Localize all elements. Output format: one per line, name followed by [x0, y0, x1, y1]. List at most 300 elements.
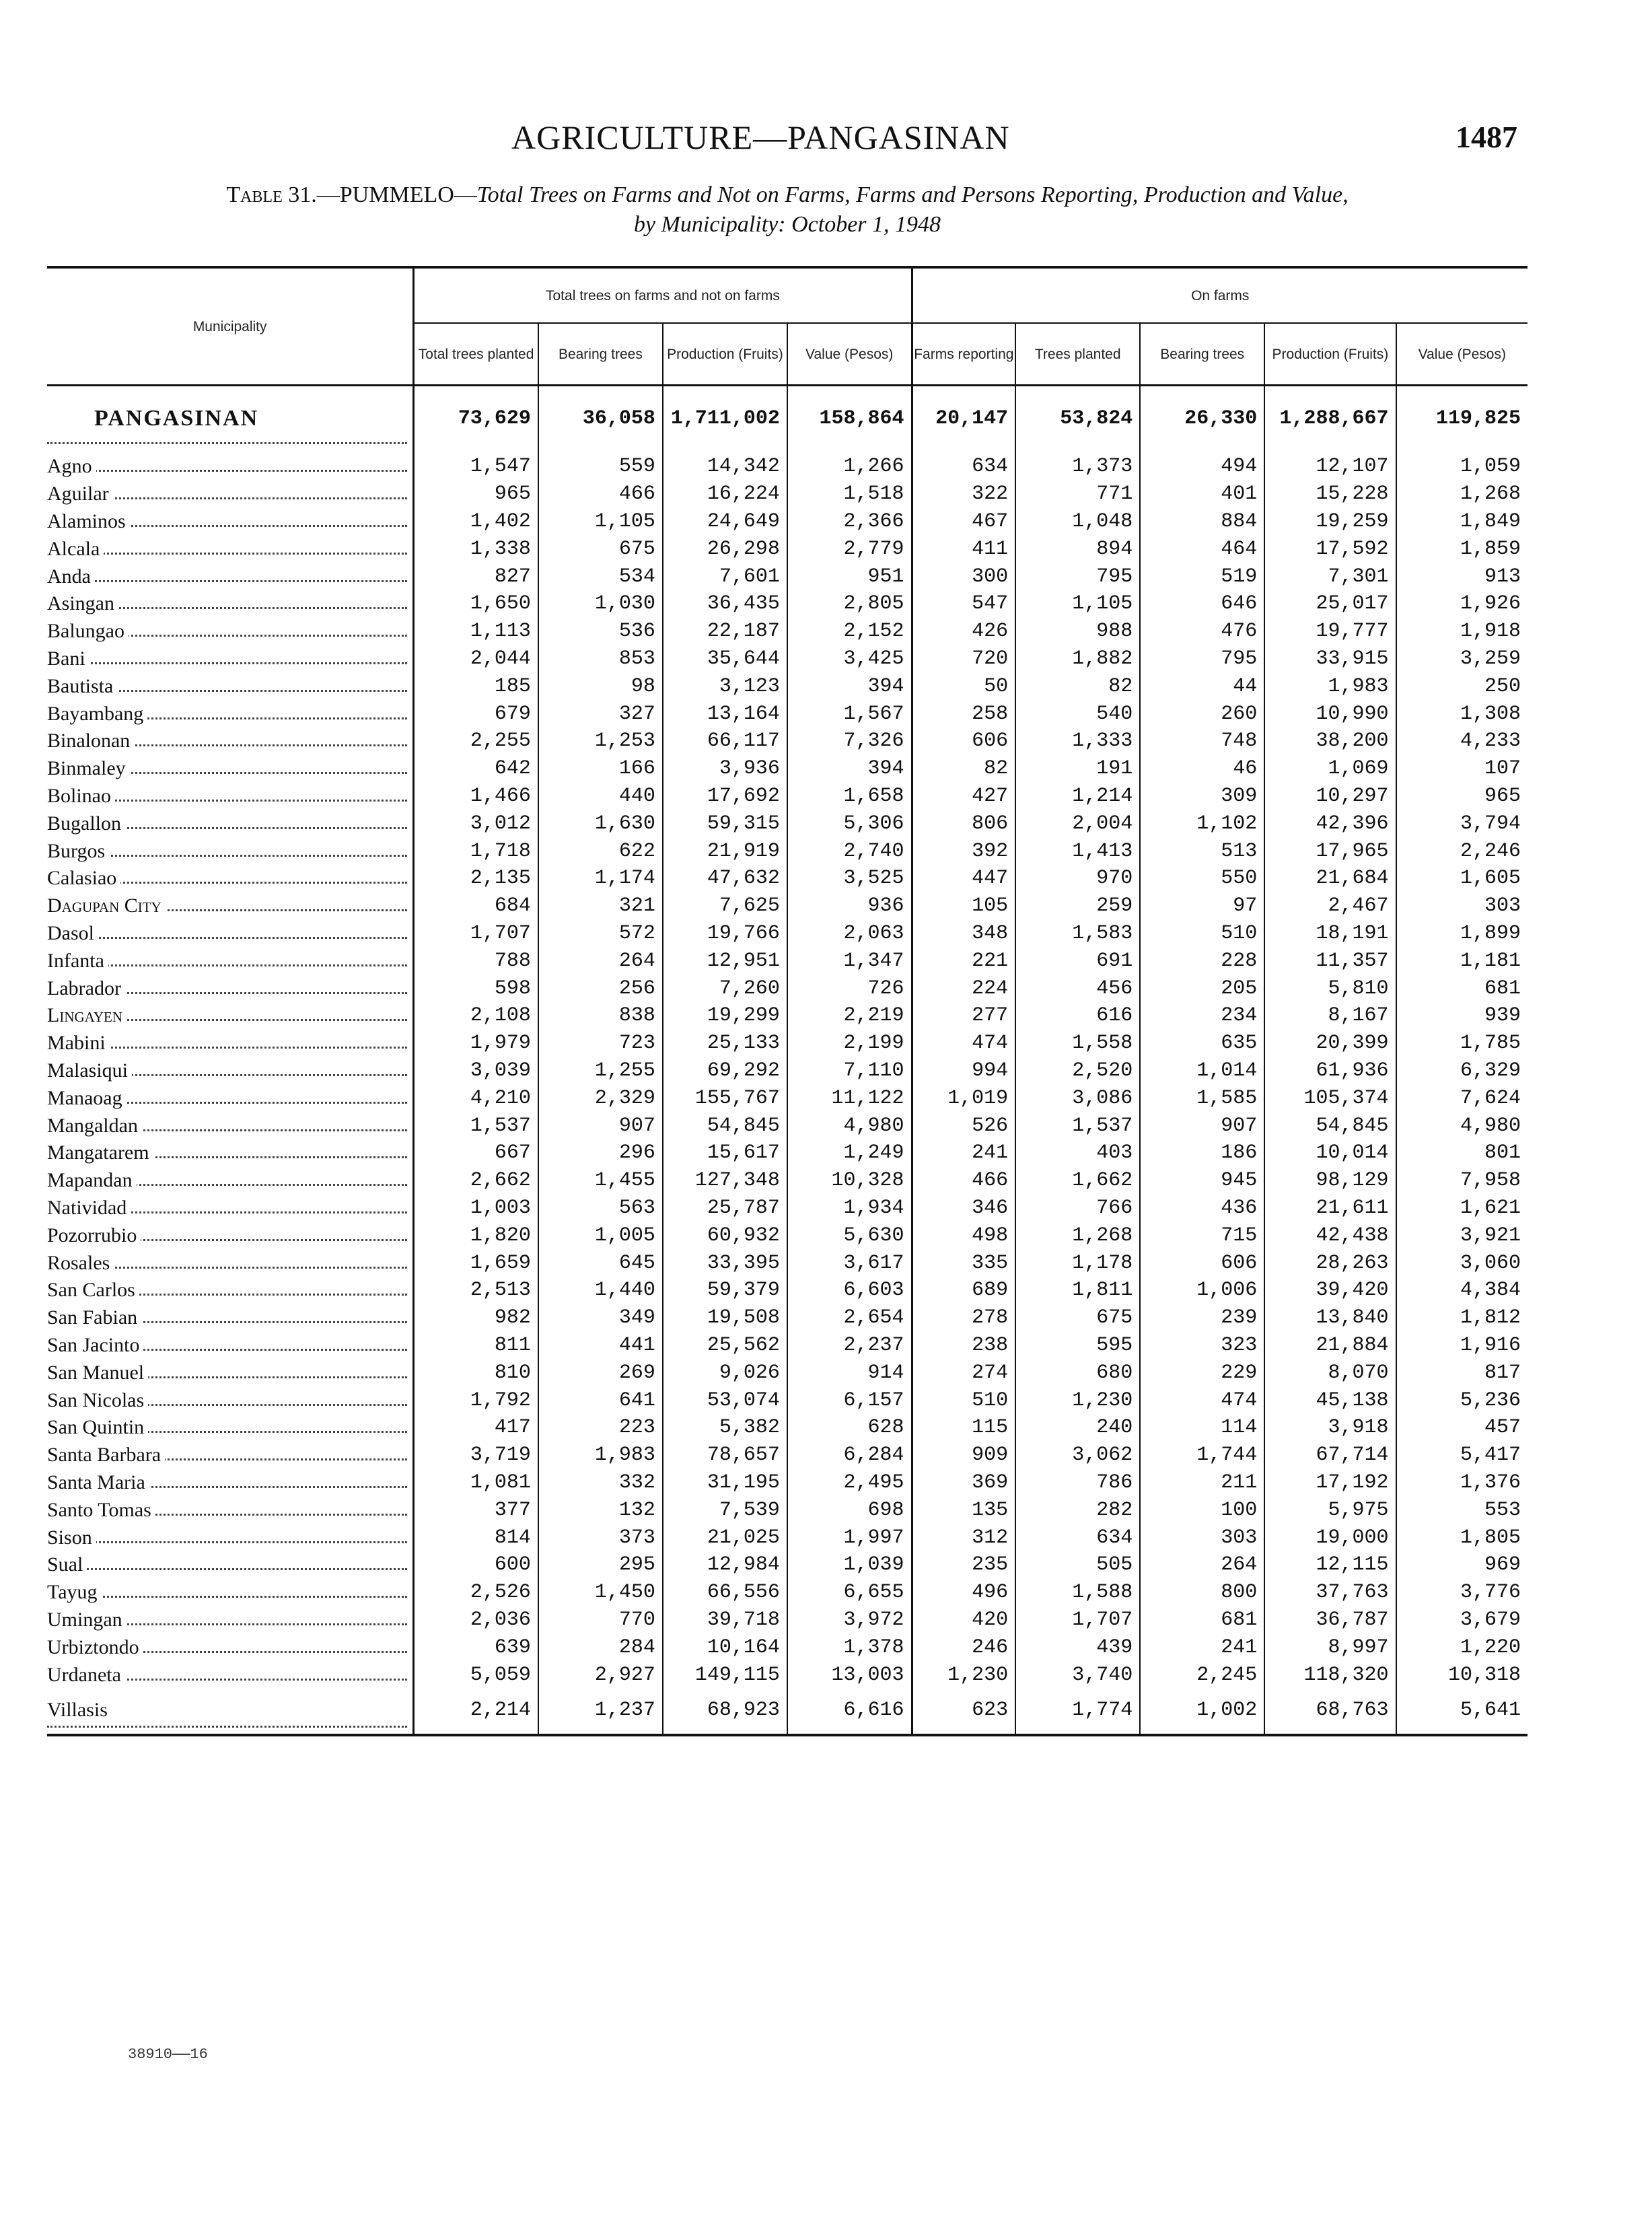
value-cell: 15,228	[1264, 478, 1396, 505]
value-cell: 914	[787, 1357, 912, 1384]
value-cell: 10,990	[1264, 698, 1396, 726]
value-cell: 766	[1015, 1192, 1140, 1220]
value-cell: 681	[1484, 977, 1521, 1000]
value-cell: 540	[1015, 698, 1140, 726]
municipality-cell	[47, 615, 414, 643]
value-cell: 1,181	[1460, 950, 1521, 973]
table-row	[47, 1275, 1528, 1302]
value-cell: 698	[787, 1494, 912, 1522]
value-cell: 21,919	[663, 835, 787, 863]
value-cell: 1,069	[1264, 752, 1396, 780]
value-cell: 1,811	[1015, 1275, 1140, 1302]
value-cell: 795	[1140, 643, 1264, 670]
value-cell: 447	[912, 863, 1015, 890]
municipality-cell	[47, 1357, 414, 1384]
value-cell: 240	[1015, 1412, 1140, 1439]
header-value-pesos-farms: Value (Pesos)	[1396, 323, 1528, 386]
value-cell: 60,932	[663, 1220, 787, 1247]
caption-label: Table 31.	[226, 182, 317, 207]
value-cell: 309	[1140, 780, 1264, 808]
value-cell: 1,333	[1015, 726, 1140, 752]
caption-title: Total Trees on Farms and Not on Farms, Farms and Persons Reporting, Production and Value,	[476, 182, 1349, 207]
value-cell: 1,338	[414, 533, 538, 561]
value-cell: 498	[912, 1220, 1015, 1247]
table-row	[47, 1439, 1528, 1467]
value-cell: 1,558	[1015, 1027, 1140, 1055]
value-cell: 15,617	[663, 1137, 787, 1164]
municipality-cell	[47, 1247, 414, 1275]
value-cell: 205	[1140, 973, 1264, 1000]
value-cell: 1,662	[1015, 1164, 1140, 1192]
header-group-on-farms: On farms	[912, 267, 1528, 323]
municipality-name: Sison	[47, 1526, 96, 1549]
table-row	[47, 1137, 1528, 1164]
municipality-name: Santo Tomas	[47, 1499, 155, 1521]
value-cell: 3,086	[1015, 1082, 1140, 1110]
value-cell: 10,318	[1447, 1664, 1521, 1687]
municipality-name: San Carlos	[47, 1279, 139, 1301]
value-cell: 1,785	[1460, 1032, 1521, 1055]
value-cell: 3,060	[1460, 1252, 1521, 1275]
value-cell: 1,711,002	[663, 386, 787, 451]
value-cell: 46	[1140, 752, 1264, 780]
value-cell: 1,048	[1015, 505, 1140, 533]
value-cell: 965	[414, 478, 538, 505]
header-bearing-trees-farms: Bearing trees	[1140, 323, 1264, 386]
value-cell: 8,997	[1264, 1631, 1396, 1659]
municipality-name: Burgos	[47, 840, 109, 862]
table-body	[47, 386, 1528, 1736]
value-cell: 1,983	[538, 1439, 663, 1467]
value-cell: 2,004	[1015, 808, 1140, 835]
value-cell: 394	[787, 670, 912, 698]
value-cell: 907	[538, 1110, 663, 1137]
table-row	[47, 1384, 1528, 1412]
value-cell: 19,508	[663, 1302, 787, 1329]
value-cell: 97	[1140, 890, 1264, 917]
municipality-cell	[47, 1302, 414, 1329]
value-cell: 115	[912, 1412, 1015, 1439]
value-cell: 36,435	[663, 588, 787, 615]
municipality-name: Lingayen	[47, 1004, 127, 1026]
value-cell: 456	[1015, 973, 1140, 1000]
value-cell: 1,630	[538, 808, 663, 835]
municipality-cell	[47, 1027, 414, 1055]
value-cell: 667	[414, 1137, 538, 1164]
value-cell: 235	[912, 1549, 1015, 1576]
municipality-name: Bugallon	[47, 812, 125, 835]
header-bearing-trees: Bearing trees	[538, 323, 663, 386]
value-cell: 323	[1140, 1329, 1264, 1357]
value-cell: 801	[1484, 1141, 1521, 1164]
municipality-cell	[47, 1467, 414, 1494]
value-cell: 191	[1015, 752, 1140, 780]
value-cell: 1,220	[1460, 1636, 1521, 1659]
value-cell: 50	[912, 670, 1015, 698]
value-cell: 403	[1015, 1137, 1140, 1164]
value-cell: 3,936	[663, 752, 787, 780]
value-cell: 1,006	[1140, 1275, 1264, 1302]
value-cell: 675	[1015, 1302, 1140, 1329]
value-cell: 1,820	[414, 1220, 538, 1247]
value-cell: 1,918	[1460, 620, 1521, 643]
value-cell: 21,684	[1264, 863, 1396, 890]
value-cell: 5,059	[414, 1659, 538, 1687]
value-cell: 1,934	[787, 1192, 912, 1220]
municipality-name: Mangatarem	[47, 1141, 153, 1164]
municipality-name: Villasis	[47, 1699, 112, 1721]
value-cell: 8,167	[1264, 1000, 1396, 1027]
table-row	[47, 1631, 1528, 1659]
value-cell: 47,632	[663, 863, 787, 890]
value-cell: 642	[414, 752, 538, 780]
table-row	[47, 505, 1528, 533]
municipality-cell	[47, 1164, 414, 1192]
value-cell: 258	[912, 698, 1015, 726]
value-cell: 5,975	[1264, 1494, 1396, 1522]
value-cell: 786	[1015, 1467, 1140, 1494]
value-cell: 20,399	[1264, 1027, 1396, 1055]
value-cell: 1,005	[538, 1220, 663, 1247]
value-cell: 1,588	[1015, 1576, 1140, 1604]
value-cell: 69,292	[663, 1055, 787, 1082]
value-cell: 2,513	[414, 1275, 538, 1302]
header-total-trees-planted: Total trees planted	[414, 323, 538, 386]
value-cell: 427	[912, 780, 1015, 808]
table-row	[47, 945, 1528, 973]
value-cell: 909	[912, 1439, 1015, 1467]
value-cell: 234	[1140, 1000, 1264, 1027]
table-row	[47, 1192, 1528, 1220]
table-row	[47, 1220, 1528, 1247]
value-cell: 12,107	[1264, 450, 1396, 478]
value-cell: 606	[1140, 1247, 1264, 1275]
municipality-cell	[47, 726, 414, 752]
value-cell: 1,926	[1460, 592, 1521, 615]
value-cell: 105,374	[1264, 1082, 1396, 1110]
value-cell: 25,787	[663, 1192, 787, 1220]
value-cell: 33,395	[663, 1247, 787, 1275]
value-cell: 939	[1484, 1004, 1521, 1027]
value-cell: 563	[538, 1192, 663, 1220]
value-cell: 510	[912, 1384, 1015, 1412]
value-cell: 19,299	[663, 1000, 787, 1027]
value-cell: 3,525	[787, 863, 912, 890]
value-cell: 3,740	[1015, 1659, 1140, 1687]
value-cell: 1,174	[538, 863, 663, 890]
municipality-name: Pozorrubio	[47, 1224, 141, 1246]
value-cell: 680	[1015, 1357, 1140, 1384]
value-cell: 277	[912, 1000, 1015, 1027]
table-row	[47, 1494, 1528, 1522]
value-cell: 284	[538, 1631, 663, 1659]
value-cell: 420	[912, 1604, 1015, 1631]
value-cell: 8,070	[1264, 1357, 1396, 1384]
value-cell: 238	[912, 1329, 1015, 1357]
value-cell: 5,236	[1460, 1389, 1521, 1412]
value-cell: 224	[912, 973, 1015, 1000]
value-cell: 17,192	[1264, 1467, 1396, 1494]
value-cell: 466	[538, 478, 663, 505]
value-cell: 394	[787, 752, 912, 780]
value-cell: 132	[538, 1494, 663, 1522]
value-cell: 73,629	[414, 386, 538, 451]
value-cell: 1,102	[1140, 808, 1264, 835]
value-cell: 296	[538, 1137, 663, 1164]
value-cell: 439	[1015, 1631, 1140, 1659]
value-cell: 2,036	[414, 1604, 538, 1631]
municipality-name: Asingan	[47, 592, 118, 614]
municipality-cell	[47, 1082, 414, 1110]
value-cell: 3,679	[1460, 1609, 1521, 1631]
municipality-name: Santa Barbara	[47, 1444, 165, 1466]
value-cell: 28,263	[1264, 1247, 1396, 1275]
municipality-name: Sual	[47, 1553, 87, 1576]
value-cell: 335	[912, 1247, 1015, 1275]
header-farms-reporting: Farms reporting	[912, 323, 1015, 386]
value-cell: 800	[1140, 1576, 1264, 1604]
value-cell: 4,384	[1460, 1279, 1521, 1302]
value-cell: 645	[538, 1247, 663, 1275]
value-cell: 1,707	[414, 917, 538, 945]
value-cell: 369	[912, 1467, 1015, 1494]
value-cell: 1,373	[1015, 450, 1140, 478]
value-cell: 1,105	[1015, 588, 1140, 615]
value-cell: 68,763	[1264, 1687, 1396, 1735]
value-cell: 3,776	[1460, 1581, 1521, 1604]
value-cell: 951	[787, 561, 912, 588]
value-cell: 346	[912, 1192, 1015, 1220]
value-cell: 519	[1140, 561, 1264, 588]
value-cell: 282	[1015, 1494, 1140, 1522]
value-cell: 127,348	[663, 1164, 787, 1192]
municipality-cell	[47, 917, 414, 945]
value-cell: 68,923	[663, 1687, 787, 1735]
value-cell: 229	[1140, 1357, 1264, 1384]
value-cell: 241	[1140, 1631, 1264, 1659]
value-cell: 3,259	[1460, 647, 1521, 670]
value-cell: 681	[1140, 1604, 1264, 1631]
header-value-pesos: Value (Pesos)	[787, 323, 912, 386]
value-cell: 259	[1015, 890, 1140, 917]
header-production-fruits: Production (Fruits)	[663, 323, 787, 386]
table-row	[47, 1576, 1528, 1604]
table-row	[47, 1302, 1528, 1329]
municipality-cell	[47, 588, 414, 615]
value-cell: 623	[912, 1687, 1015, 1735]
value-cell: 1,347	[787, 945, 912, 973]
value-cell: 107	[1484, 757, 1521, 780]
value-cell: 494	[1140, 450, 1264, 478]
value-cell: 771	[1015, 478, 1140, 505]
value-cell: 274	[912, 1357, 1015, 1384]
value-cell: 98	[538, 670, 663, 698]
value-cell: 223	[538, 1412, 663, 1439]
value-cell: 19,000	[1264, 1522, 1396, 1549]
value-cell: 13,164	[663, 698, 787, 726]
value-cell: 726	[787, 973, 912, 1000]
municipality-cell	[47, 835, 414, 863]
municipality-name: Urbiztondo	[47, 1636, 143, 1658]
municipality-name: Tayug	[47, 1581, 102, 1603]
value-cell: 264	[1140, 1549, 1264, 1576]
municipality-cell	[47, 1000, 414, 1027]
value-cell: 2,662	[414, 1164, 538, 1192]
table-row	[47, 478, 1528, 505]
value-cell: 295	[538, 1549, 663, 1576]
table-row	[47, 752, 1528, 780]
table-row	[47, 588, 1528, 615]
value-cell: 795	[1015, 561, 1140, 588]
value-cell: 5,641	[1396, 1687, 1528, 1735]
value-cell: 684	[414, 890, 538, 917]
value-cell: 278	[912, 1302, 1015, 1329]
municipality-name: Labrador	[47, 977, 125, 999]
value-cell: 1,983	[1264, 670, 1396, 698]
value-cell: 1,849	[1460, 510, 1521, 533]
value-cell: 988	[1015, 615, 1140, 643]
value-cell: 2,366	[787, 505, 912, 533]
value-cell: 39,718	[663, 1604, 787, 1631]
value-cell: 119,825	[1435, 407, 1521, 430]
municipality-cell	[47, 698, 414, 726]
caption-title-line2: by Municipality: October 1, 1948	[633, 212, 941, 237]
value-cell: 2,214	[414, 1687, 538, 1735]
value-cell: 12,984	[663, 1549, 787, 1576]
value-cell: 11,357	[1264, 945, 1396, 973]
value-cell: 25,562	[663, 1329, 787, 1357]
value-cell: 10,297	[1264, 780, 1396, 808]
value-cell: 7,326	[787, 726, 912, 752]
value-cell: 510	[1140, 917, 1264, 945]
value-cell: 1,288,667	[1264, 386, 1396, 451]
value-cell: 392	[912, 835, 1015, 863]
value-cell: 4,980	[1460, 1115, 1521, 1137]
value-cell: 622	[538, 835, 663, 863]
value-cell: 54,845	[663, 1110, 787, 1137]
table-row	[47, 1027, 1528, 1055]
value-cell: 2,927	[538, 1659, 663, 1687]
header-production-fruits-farms: Production (Fruits)	[1264, 323, 1396, 386]
table-row	[47, 1110, 1528, 1137]
municipality-cell	[47, 1137, 414, 1164]
value-cell: 67,714	[1264, 1439, 1396, 1467]
value-cell: 4,233	[1460, 730, 1521, 752]
value-cell: 1,230	[1015, 1384, 1140, 1412]
value-cell: 7,539	[663, 1494, 787, 1522]
value-cell: 105	[912, 890, 1015, 917]
value-cell: 6,603	[787, 1275, 912, 1302]
value-cell: 3,794	[1460, 812, 1521, 835]
value-cell: 4,980	[787, 1110, 912, 1137]
value-cell: 7,958	[1460, 1169, 1521, 1192]
table-row	[47, 1247, 1528, 1275]
value-cell: 241	[912, 1137, 1015, 1164]
municipality-cell	[47, 1275, 414, 1302]
value-cell: 35,644	[663, 643, 787, 670]
value-cell: 1,030	[538, 588, 663, 615]
value-cell: 18,191	[1264, 917, 1396, 945]
value-cell: 994	[912, 1055, 1015, 1082]
value-cell: 31,195	[663, 1467, 787, 1494]
municipality-name: Umingan	[47, 1609, 127, 1631]
value-cell: 36,058	[538, 386, 663, 451]
value-cell: 3,921	[1460, 1224, 1521, 1247]
value-cell: 1,237	[538, 1687, 663, 1735]
value-cell: 474	[1140, 1384, 1264, 1412]
value-cell: 327	[538, 698, 663, 726]
value-cell: 10,164	[663, 1631, 787, 1659]
municipality-cell	[47, 752, 414, 780]
value-cell: 13,840	[1264, 1302, 1396, 1329]
value-cell: 7,625	[663, 890, 787, 917]
table-row	[47, 973, 1528, 1000]
value-cell: 4,210	[414, 1082, 538, 1110]
value-cell: 1,718	[414, 835, 538, 863]
value-cell: 21,884	[1264, 1329, 1396, 1357]
value-cell: 321	[538, 890, 663, 917]
value-cell: 3,123	[663, 670, 787, 698]
value-cell: 33,915	[1264, 643, 1396, 670]
value-cell: 5,306	[787, 808, 912, 835]
table-row	[47, 670, 1528, 698]
value-cell: 970	[1015, 863, 1140, 890]
municipality-name: San Manuel	[47, 1362, 148, 1384]
value-cell: 2,135	[414, 863, 538, 890]
value-cell: 300	[912, 561, 1015, 588]
value-cell: 21,025	[663, 1522, 787, 1549]
value-cell: 221	[912, 945, 1015, 973]
value-cell: 114	[1140, 1412, 1264, 1439]
value-cell: 45,138	[1264, 1384, 1396, 1412]
value-cell: 2,199	[787, 1027, 912, 1055]
table-row	[47, 1055, 1528, 1082]
header-group-all-trees: Total trees on farms and not on farms	[414, 267, 912, 323]
municipality-cell	[47, 1329, 414, 1357]
value-cell: 1,567	[787, 698, 912, 726]
value-cell: 6,329	[1460, 1059, 1521, 1082]
value-cell: 256	[538, 973, 663, 1000]
value-cell: 2,526	[414, 1576, 538, 1604]
value-cell: 748	[1140, 726, 1264, 752]
municipality-cell	[47, 1494, 414, 1522]
municipality-name: Rosales	[47, 1252, 114, 1274]
value-cell: 2,152	[787, 615, 912, 643]
municipality-cell	[47, 478, 414, 505]
table-row	[47, 698, 1528, 726]
value-cell: 3,918	[1264, 1412, 1396, 1439]
value-cell: 250	[1484, 675, 1521, 698]
municipality-name: Alcala	[47, 538, 104, 560]
value-cell: 3,012	[414, 808, 538, 835]
value-cell: 1,230	[912, 1659, 1015, 1687]
value-cell: 1,450	[538, 1576, 663, 1604]
municipality-name: Balungao	[47, 620, 129, 642]
value-cell: 1,859	[1460, 538, 1521, 561]
value-cell: 9,026	[663, 1357, 787, 1384]
value-cell: 945	[1140, 1164, 1264, 1192]
value-cell: 474	[912, 1027, 1015, 1055]
value-cell: 228	[1140, 945, 1264, 973]
value-cell: 6,157	[787, 1384, 912, 1412]
value-cell: 606	[912, 726, 1015, 752]
value-cell: 322	[912, 478, 1015, 505]
value-cell: 595	[1015, 1329, 1140, 1357]
value-cell: 965	[1484, 785, 1521, 808]
value-cell: 936	[787, 890, 912, 917]
value-cell: 2,654	[787, 1302, 912, 1329]
table-row	[47, 561, 1528, 588]
